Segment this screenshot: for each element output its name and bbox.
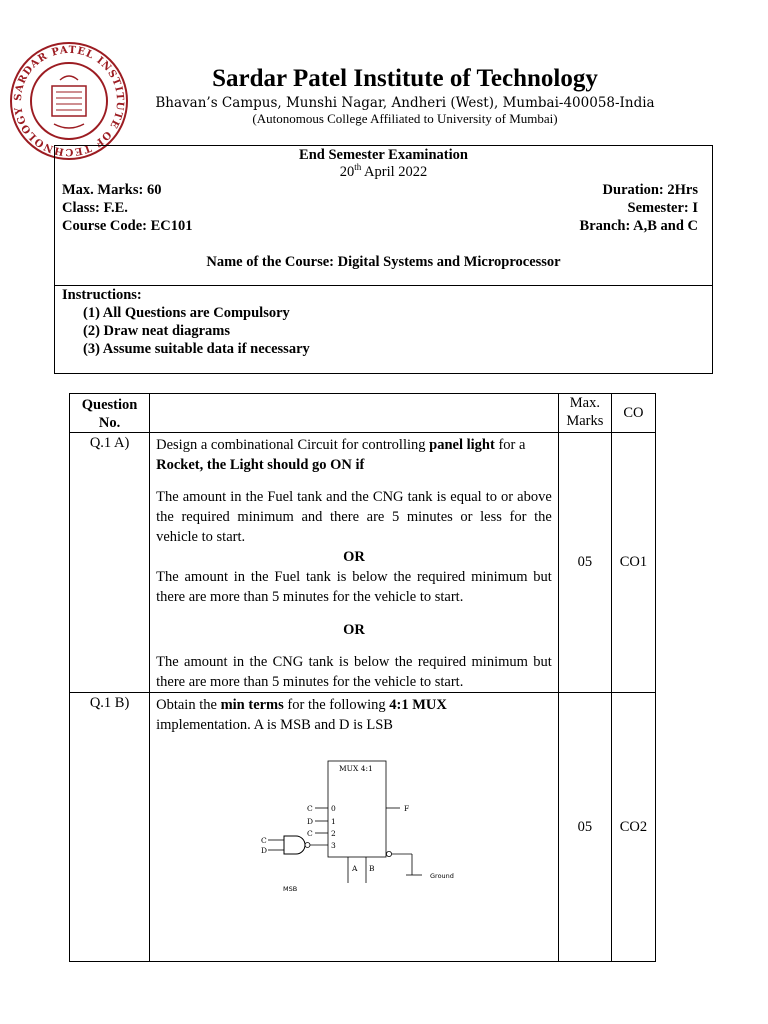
divider — [55, 285, 712, 286]
question-marks: 05 — [558, 433, 611, 693]
question-co: CO1 — [611, 433, 655, 693]
header-question-blank — [150, 394, 559, 433]
table-row-q1a — [70, 433, 656, 693]
mux-4-1-diagram — [256, 759, 466, 909]
exam-title: End Semester Examination — [299, 147, 468, 163]
svg-text:3: 3 — [331, 841, 336, 850]
instruction-item: (3) Assume suitable data if necessary — [83, 341, 310, 357]
gate-input-label: C — [261, 836, 267, 845]
course-code: Course Code: EC101 — [62, 218, 193, 234]
svg-text:SARDAR PATEL INSTITUTE OF TECH: SARDAR PATEL INSTITUTE OF TECHNOLOGY — [12, 44, 126, 158]
output-label: F — [404, 804, 410, 813]
table-row-q1b — [70, 693, 656, 962]
input-signal-label: C — [307, 804, 313, 813]
duration: Duration: 2Hrs — [602, 182, 698, 198]
branch: Branch: A,B and C — [579, 218, 698, 234]
exam-info-box — [54, 145, 713, 374]
or-label: OR — [343, 549, 365, 565]
question-number: Q.1 A) — [70, 433, 150, 693]
gate-input-label: D — [261, 846, 268, 855]
select-label: A — [352, 864, 358, 873]
svg-text:0: 0 — [331, 804, 336, 813]
header-co: CO — [611, 394, 655, 433]
question-text: Obtain the min terms for the following 4:1 MUX implementation. A is MSB and D is LSB MUX 4:1 0 1 2 3 C D C C D F A B Ground MSB — [150, 693, 559, 962]
institute-address: Bhavan’s Campus, Munshi Nagar, Andheri (West), Mumbai-400058-India — [155, 95, 655, 111]
instruction-item: (2) Draw neat diagrams — [83, 323, 230, 339]
question-number: Q.1 B) — [70, 693, 150, 962]
max-marks: Max. Marks: 60 — [62, 182, 162, 198]
questions-table — [69, 393, 656, 962]
course-name: Name of the Course: Digital Systems and Microprocessor — [206, 254, 561, 270]
question-co: CO2 — [611, 693, 655, 962]
institute-affiliation: (Autonomous College Affiliated to University of Mumbai) — [252, 111, 558, 126]
question-text: Design a combinational Circuit for controlling panel light for a Rocket, the Light should go ON if The amount in the Fuel tank and the CNG tank is equal to or above the required minimum and there are 5 minutes or less for the vehicle to start. OR The amount in the Fuel tank is below the required minimum but there are more than 5 minutes for the vehicle to start. OR The amount in the CNG tank is below the required minimum but there are more than 5 minutes for the vehicle to start. — [150, 433, 559, 693]
semester: Semester: I — [627, 200, 698, 216]
input-signal-label: C — [307, 829, 313, 838]
mux-title: MUX 4:1 — [339, 764, 373, 773]
institute-name: Sardar Patel Institute of Technology — [212, 65, 598, 92]
header-question-no: Question No. — [70, 394, 150, 433]
select-label: B — [369, 864, 375, 873]
mux-diagram-area — [156, 735, 552, 945]
nand-gate — [284, 836, 305, 854]
condition-1: The amount in the Fuel tank and the CNG tank is equal to or above the required minimum and there are 5 minutes or less for the vehicle to start. — [156, 489, 552, 545]
or-label: OR — [343, 622, 365, 638]
class-label: Class: F.E. — [62, 200, 128, 216]
svg-text:2: 2 — [331, 829, 336, 838]
institute-seal-logo — [8, 40, 130, 162]
exam-date: 20th April 2022 — [339, 162, 428, 180]
ground-label: Ground — [430, 872, 455, 880]
svg-text:1: 1 — [331, 817, 336, 826]
msb-label: MSB — [283, 885, 298, 893]
condition-2: The amount in the Fuel tank is below the required minimum but there are more than 5 minutes for the vehicle to start. — [156, 569, 552, 605]
instruction-item: (1) All Questions are Compulsory — [83, 305, 290, 321]
input-signal-label: D — [307, 817, 314, 826]
question-marks: 05 — [558, 693, 611, 962]
header-max-marks: Max. Marks — [558, 394, 611, 433]
mux-body — [328, 761, 386, 857]
instructions-heading: Instructions: — [62, 287, 142, 303]
condition-3: The amount in the CNG tank is below the required minimum but there are more than 5 minutes for the vehicle to start. — [156, 654, 552, 690]
table-header-row — [70, 394, 656, 433]
